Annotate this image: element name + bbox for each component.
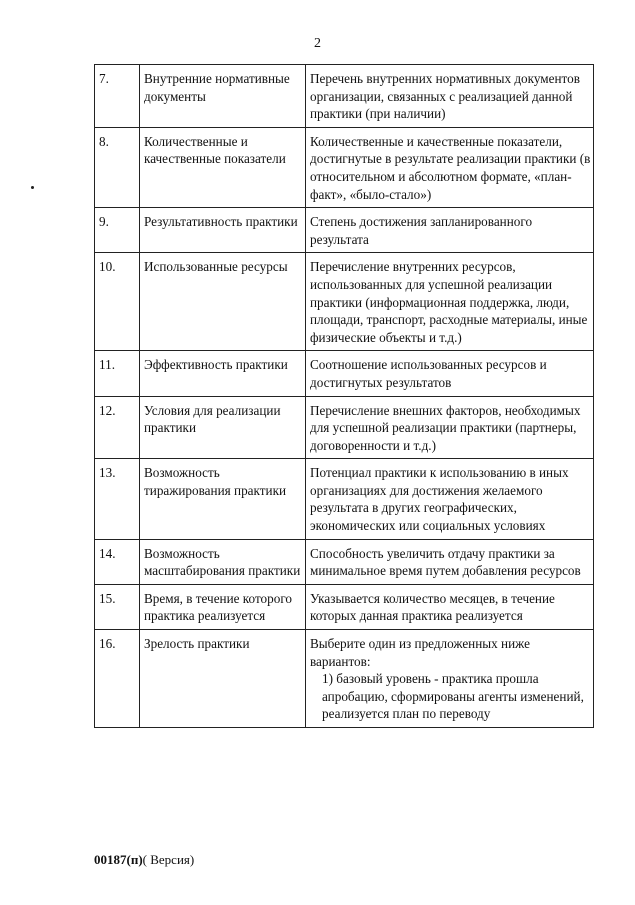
table-row — [95, 584, 594, 629]
row-number: 11. — [95, 351, 140, 396]
table-row — [95, 396, 594, 459]
row-number: 7. — [95, 65, 140, 128]
row-description: Способность увеличить отдачу практики за минимальное время путем добавления ресурсов — [306, 539, 594, 584]
maturity-option-1: 1) базовый уровень - практика прошла апробацию, сформированы агенты изменений, реализуется план по переводу — [322, 671, 584, 722]
row-parameter-name: Количественные и качественные показатели — [140, 127, 306, 207]
row-number: 12. — [95, 396, 140, 459]
row-number: 15. — [95, 584, 140, 629]
table-row — [95, 459, 594, 539]
row-number: 14. — [95, 539, 140, 584]
row-description: Соотношение использованных ресурсов и достигнутых результатов — [306, 351, 594, 396]
row-parameter-name: Возможность масштабирования практики — [140, 539, 306, 584]
row-description — [306, 630, 594, 728]
document-code: 00187(п) — [94, 852, 143, 867]
row-description: Указывается количество месяцев, в течение которых данная практика реализуется — [306, 584, 594, 629]
row-description: Перечисление внутренних ресурсов, использованных для успешной реализации практики (информационная поддержка, люди, площади, транспорт, расходные материалы, иные физические объекты и т.д.) — [306, 253, 594, 351]
row-description: Потенциал практики к использованию в иных организациях для достижения желаемого результата в других географических, экономических или социальных условиях — [306, 459, 594, 539]
row-number: 10. — [95, 253, 140, 351]
row-description: Степень достижения запланированного результата — [306, 208, 594, 253]
row-description-intro: Выберите один из предложенных ниже вариантов: — [310, 636, 530, 669]
row-parameter-name: Использованные ресурсы — [140, 253, 306, 351]
row-number: 9. — [95, 208, 140, 253]
row-parameter-name: Условия для реализации практики — [140, 396, 306, 459]
row-parameter-name: Время, в течение которого практика реализуется — [140, 584, 306, 629]
row-number: 8. — [95, 127, 140, 207]
row-parameter-name: Возможность тиражирования практики — [140, 459, 306, 539]
table-row — [95, 65, 594, 128]
document-version: ( Версия) — [142, 852, 195, 867]
page-number: 2 — [314, 36, 321, 51]
row-description: Количественные и качественные показатели, достигнутые в результате реализации практики (в относительном и абсолютном формате, «план-факт», «было-стало») — [306, 127, 594, 207]
row-description: Перечень внутренних нормативных документов организации, связанных с реализацией данной практики (при наличии) — [306, 65, 594, 128]
table-row — [95, 127, 594, 207]
row-parameter-name: Зрелость практики — [140, 630, 306, 728]
row-number: 16. — [95, 630, 140, 728]
row-description: Перечисление внешних факторов, необходимых для успешной реализации практики (партнеры, договоренности и т.д.) — [306, 396, 594, 459]
row-parameter-name: Результативность практики — [140, 208, 306, 253]
table-row — [95, 539, 594, 584]
row-parameter-name: Внутренние нормативные документы — [140, 65, 306, 128]
document-footer — [94, 852, 194, 868]
row-parameter-name: Эффективность практики — [140, 351, 306, 396]
table-row — [95, 208, 594, 253]
table-row — [95, 351, 594, 396]
practice-description-table — [94, 64, 594, 728]
row-number: 13. — [95, 459, 140, 539]
scan-artifact-dot — [31, 186, 34, 189]
table-row — [95, 253, 594, 351]
table-row — [95, 630, 594, 728]
